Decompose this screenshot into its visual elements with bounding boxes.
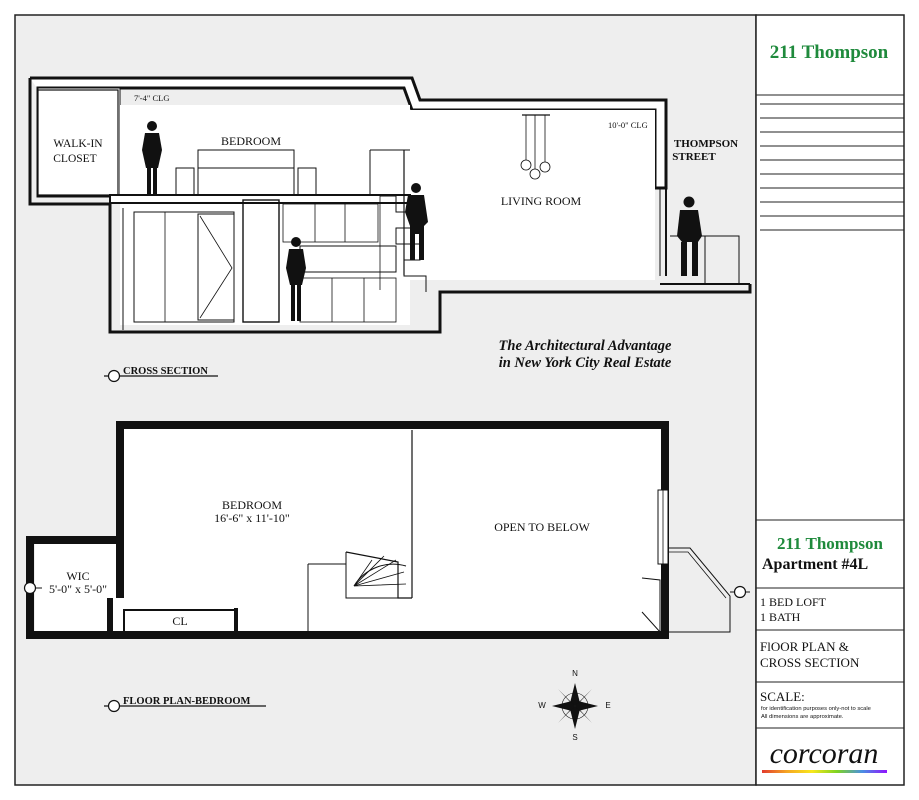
compass-west: W [538,701,546,710]
cross-section-tag-label: CROSS SECTION [123,366,208,377]
ceiling-height-high: 10'-0" CLG [608,120,648,130]
walk-in-closet-label-2: CLOSET [53,153,97,165]
title-block-scale-note-2: All dimensions are approximate. [761,714,844,720]
brand-logo-rainbow-bar [762,770,887,773]
compass-east: E [605,701,611,710]
compass-south: S [572,733,578,742]
title-block-scale-label: SCALE: [760,689,805,704]
title-block-project-name: 211 Thompson [777,534,883,553]
tagline-line-2: in New York City Real Estate [498,355,672,371]
title-block-header: 211 Thompson [769,42,889,63]
wic-label: WIC [66,569,90,583]
title-block-plan-title-1: FlOOR PLAN & [760,639,849,654]
floor-plan-tag-label: FLOOR PLAN-BEDROOM [123,696,251,707]
title-block-unit: Apartment #4L [762,556,869,573]
walk-in-closet-label-1: WALK-IN [53,138,103,150]
wic-dimensions: 5'-0" x 5'-0" [48,582,108,596]
title-block-baths: 1 BATH [760,610,801,624]
open-to-below-label: OPEN TO BELOW [494,520,590,534]
street-label-1: THOMPSON [673,138,739,150]
plan-bedroom-label: BEDROOM [221,498,283,512]
title-block-plan-title-2: CROSS SECTION [760,655,860,670]
title-block-rooms: 1 BED LOFT [760,595,826,609]
tagline-line-1: The Architectural Advantage [498,338,672,354]
ceiling-height-low: 7'-4" CLG [134,93,170,103]
compass-north: N [572,669,578,678]
street-label-2: STREET [672,151,716,163]
floor-plan-drawing [30,425,730,635]
closet-label: CL [172,614,188,628]
plan-bedroom-dimensions: 16'-6" x 11'-10" [214,511,290,525]
loft-bedroom-label: BEDROOM [220,134,282,148]
brand-logo: corcoran [769,737,879,770]
title-block-scale-note-1: for identification purposes only-not to scale [761,706,871,712]
living-room-label: LIVING ROOM [500,194,582,208]
